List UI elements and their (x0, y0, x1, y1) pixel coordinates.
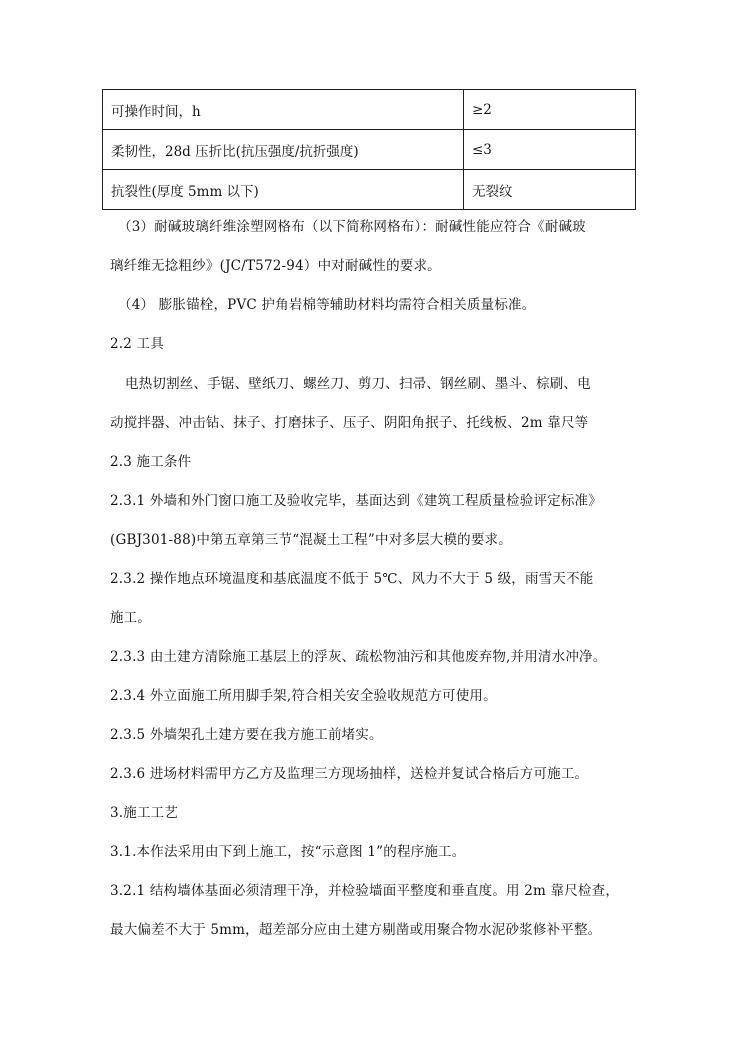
tools-line-1: 电热切割丝、手锯、壁纸刀、螺丝刀、剪刀、扫帚、钢丝刷、墨斗、棕刷、电 (125, 376, 591, 392)
table-row (103, 130, 636, 170)
table-row (103, 90, 636, 130)
table-cell-property: 柔韧性，28d 压折比(抗压强度/抗折强度) (103, 130, 464, 170)
paragraph-4: （4） 膨胀锚栓，PVC 护角岩棉等辅助材料均需符合相关质量标准。 (118, 297, 536, 313)
section-2-3-1-line-1: 2.3.1 外墙和外门窗口施工及验收完毕，基面达到《建筑工程质量检验评定标准》 (110, 493, 602, 509)
properties-table (102, 89, 636, 210)
section-2-3-2-line-2: 施工。 (110, 610, 152, 626)
paragraph-3-line-2: 璃纤维无捻粗纱》(JC/T572-94）中对耐碱性的要求。 (110, 258, 441, 274)
heading-3: 3.施工工艺 (110, 805, 179, 821)
tools-line-2: 动搅拌器、冲击钻、抹子、打磨抹子、压子、阴阳角抿子、托线板、2m 靠尺等 (110, 415, 589, 431)
section-2-3-1-line-2: (GBJ301-88)中第五章第三节“混凝土工程”中对多层大模的要求。 (110, 532, 512, 548)
heading-2-2: 2.2 工具 (110, 336, 164, 352)
section-2-3-5: 2.3.5 外墙架孔土建方要在我方施工前堵实。 (110, 727, 383, 743)
table-cell-value: ≤3 (464, 130, 636, 170)
section-3-1: 3.1.本作法采用由下到上施工，按“示意图 1”的程序施工。 (110, 844, 466, 860)
paragraph-3-line-1: （3）耐碱玻璃纤维涂塑网格布（以下简称网格布）：耐碱性能应符合《耐碱玻 (118, 219, 586, 235)
section-3-2-1-line-2: 最大偏差不大于 5mm，超差部分应由土建方剔凿或用聚合物水泥砂浆修补平整。 (110, 922, 602, 938)
table-cell-property: 可操作时间，h (103, 90, 464, 130)
section-2-3-2-line-1: 2.3.2 操作地点环境温度和基底温度不低于 5℃、风力不大于 5 级，雨雪天不能 (110, 571, 594, 587)
section-2-3-6: 2.3.6 进场材料需甲方乙方及监理三方现场抽样，送检并复试合格后方可施工。 (110, 766, 589, 782)
section-2-3-4: 2.3.4 外立面施工所用脚手架,符合相关安全验收规范方可使用。 (110, 688, 497, 704)
section-2-3-3: 2.3.3 由土建方清除施工基层上的浮灰、疏松物油污和其他废弃物,并用清水冲净。 (110, 649, 607, 665)
table-cell-value: 无裂纹 (464, 170, 636, 210)
table-cell-value: ≥2 (464, 90, 636, 130)
table-cell-property: 抗裂性(厚度 5mm 以下) (103, 170, 464, 210)
table-row (103, 170, 636, 210)
section-3-2-1-line-1: 3.2.1 结构墙体基面必须清理干净，并检验墙面平整度和垂直度。用 2m 靠尺检查， (110, 883, 620, 899)
heading-2-3: 2.3 施工条件 (110, 454, 192, 470)
